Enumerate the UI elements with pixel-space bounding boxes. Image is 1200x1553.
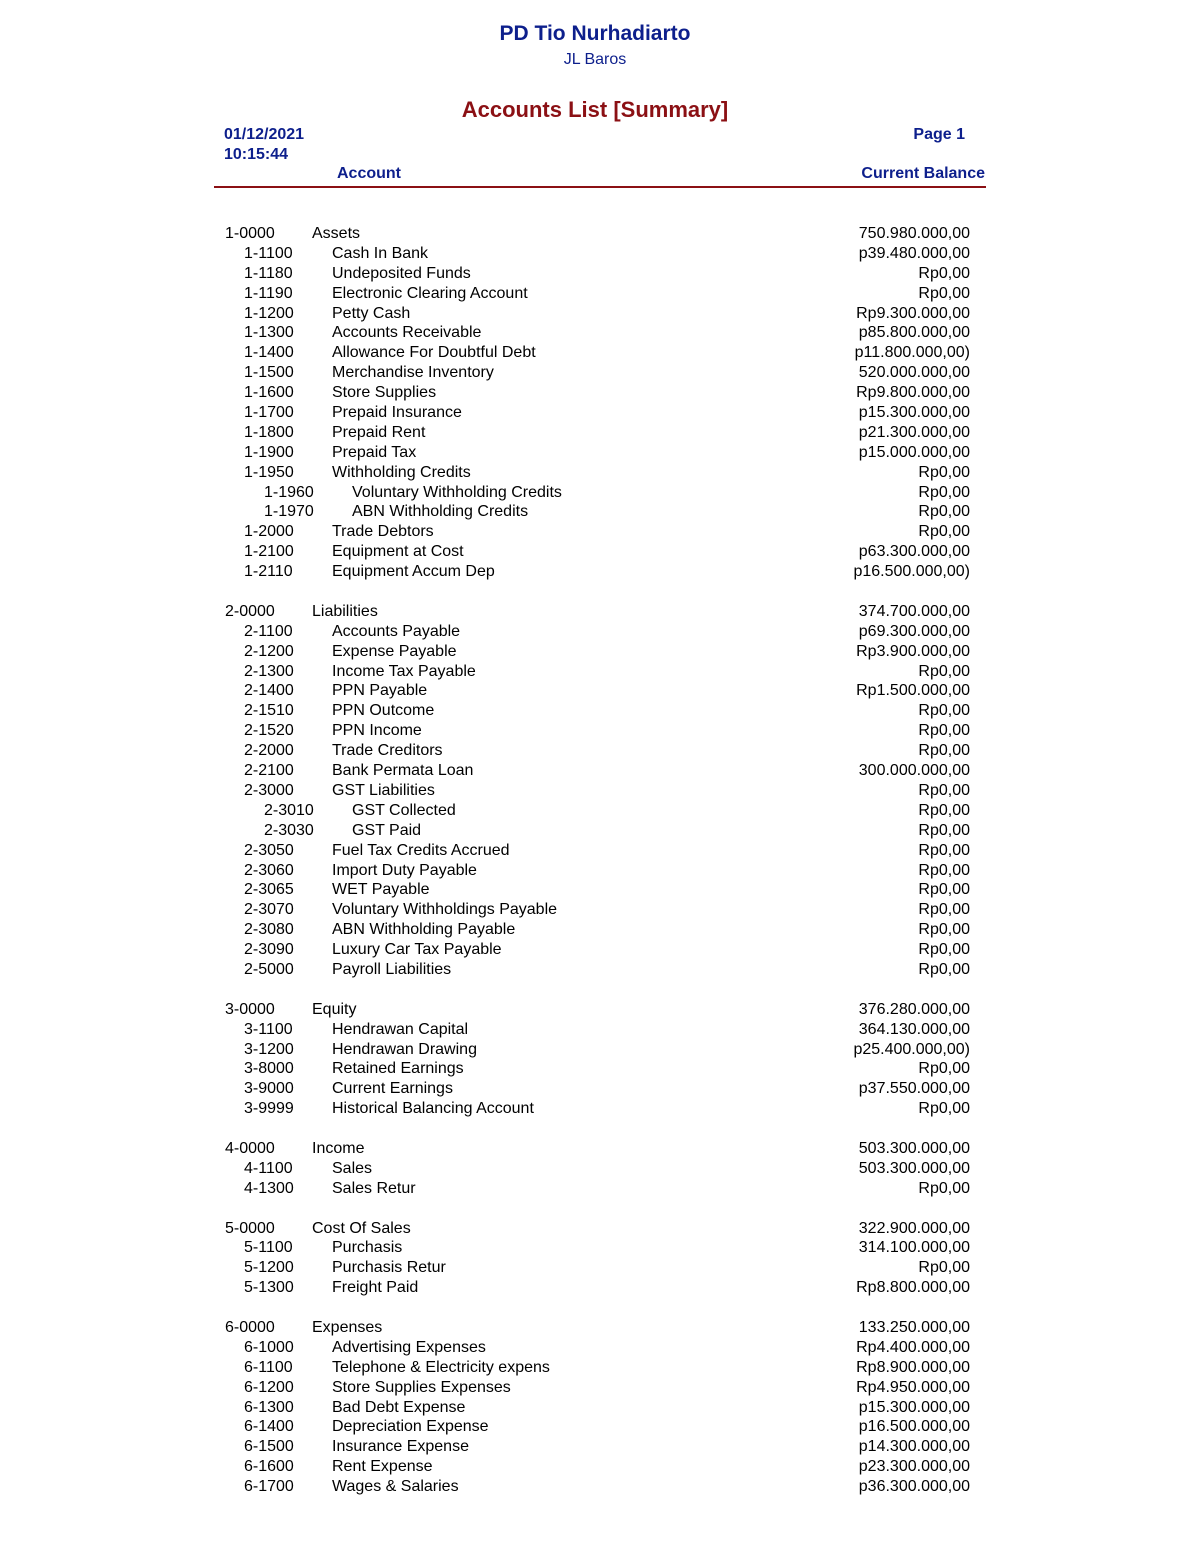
account-group-row	[0, 1000, 1200, 1020]
account-name: Cash In Bank	[332, 244, 429, 262]
account-balance: Rp9.800.000,00	[856, 384, 970, 402]
account-balance: Rp8.800.000,00	[856, 1279, 970, 1297]
account-row	[0, 383, 1200, 403]
account-code: 1-1970	[264, 503, 314, 521]
account-code: 2-3000	[244, 781, 294, 799]
account-balance: Rp1.500.000,00	[856, 682, 970, 700]
account-code: 4-0000	[225, 1139, 275, 1157]
account-row	[0, 681, 1200, 701]
account-row	[0, 940, 1200, 960]
account-balance: p14.300.000,00	[858, 1438, 970, 1456]
account-balance: p63.300.000,00	[858, 543, 970, 561]
account-name: Insurance Expense	[332, 1438, 469, 1456]
account-name: Assets	[312, 225, 361, 242]
account-name: Prepaid Tax	[332, 443, 417, 461]
account-code: 2-2100	[244, 762, 294, 780]
account-code: 6-1500	[244, 1438, 294, 1456]
account-row	[0, 1338, 1200, 1358]
account-balance: Rp0,00	[918, 523, 970, 541]
account-name: Prepaid Rent	[332, 423, 426, 441]
account-code: 4-1100	[244, 1159, 293, 1177]
account-name: Retained Earnings	[332, 1060, 464, 1078]
account-row	[0, 1099, 1200, 1119]
account-code: 2-5000	[244, 960, 294, 978]
account-code: 6-0000	[225, 1318, 275, 1336]
account-code: 6-1600	[244, 1458, 294, 1476]
account-group-row	[0, 1219, 1200, 1239]
account-name: Sales	[332, 1159, 373, 1177]
account-balance: p36.300.000,00	[858, 1478, 970, 1496]
account-balance: p37.550.000,00	[858, 1080, 970, 1098]
account-name: Merchandise Inventory	[332, 364, 494, 382]
account-code: 5-1300	[244, 1279, 294, 1297]
account-name: Expense Payable	[332, 642, 457, 660]
account-balance: p16.500.000,00)	[853, 563, 970, 581]
account-name: Accounts Payable	[332, 622, 461, 640]
account-name: Store Supplies	[332, 384, 437, 402]
account-row	[0, 801, 1200, 821]
account-code: 1-2000	[244, 523, 294, 541]
account-name: PPN Payable	[332, 682, 428, 700]
account-code: 3-9999	[244, 1100, 294, 1118]
account-group-row	[0, 1139, 1200, 1159]
account-code: 6-1100	[244, 1358, 293, 1376]
column-header-balance: Current Balance	[861, 165, 985, 182]
account-name: Purchasis Retur	[332, 1259, 446, 1277]
account-row	[0, 522, 1200, 542]
account-name: Freight Paid	[332, 1279, 419, 1297]
account-code: 2-1510	[244, 702, 294, 720]
account-row	[0, 920, 1200, 940]
report-date: 01/12/2021	[224, 126, 305, 143]
account-group-row	[0, 224, 1200, 244]
account-balance: p15.000.000,00	[858, 443, 970, 461]
account-code: 1-1700	[244, 404, 294, 422]
account-name: Rent Expense	[332, 1458, 433, 1476]
account-row	[0, 403, 1200, 423]
account-balance: 314.100.000,00	[858, 1239, 970, 1257]
account-name: GST Collected	[352, 801, 456, 819]
account-row	[0, 1457, 1200, 1477]
account-name: Bank Permata Loan	[332, 762, 474, 780]
account-name: Voluntary Withholdings Payable	[332, 901, 558, 919]
account-balance: Rp0,00	[918, 702, 970, 720]
account-balance: 300.000.000,00	[858, 762, 970, 780]
account-row	[0, 642, 1200, 662]
account-balance: 133.250.000,00	[858, 1318, 970, 1336]
account-name: Bad Debt Expense	[332, 1398, 466, 1416]
account-code: 5-0000	[225, 1219, 275, 1237]
account-balance: 503.300.000,00	[858, 1139, 970, 1157]
account-name: Accounts Receivable	[332, 324, 482, 342]
account-code: 1-1300	[244, 324, 294, 342]
account-balance: Rp0,00	[918, 921, 970, 939]
account-balance: 520.000.000,00	[858, 364, 970, 382]
account-name: Income Tax Payable	[332, 662, 476, 680]
account-code: 2-3065	[244, 881, 294, 899]
account-name: Expenses	[312, 1318, 383, 1336]
account-name: Wages & Salaries	[332, 1478, 459, 1496]
account-name: Equipment at Cost	[332, 543, 464, 561]
account-group-row	[0, 602, 1200, 622]
account-name: GST Liabilities	[332, 781, 435, 799]
account-name: Equity	[312, 1000, 357, 1018]
account-row	[0, 1258, 1200, 1278]
account-balance: Rp0,00	[918, 801, 970, 819]
account-name: Telephone & Electricity expens	[332, 1358, 550, 1376]
account-balance: Rp8.900.000,00	[856, 1358, 970, 1376]
account-row	[0, 284, 1200, 304]
account-code: 2-0000	[225, 602, 275, 620]
account-name: Import Duty Payable	[332, 861, 477, 879]
report-title: Accounts List [Summary]	[461, 97, 729, 122]
account-code: 1-1900	[244, 443, 294, 461]
account-balance: p15.300.000,00	[858, 1398, 970, 1416]
account-row	[0, 562, 1200, 582]
account-code: 1-1960	[264, 483, 314, 501]
account-name: Fuel Tax Credits Accrued	[332, 841, 510, 859]
account-name: Income	[312, 1139, 365, 1157]
account-balance: Rp4.400.000,00	[856, 1338, 970, 1356]
account-name: Sales Retur	[332, 1179, 416, 1197]
account-row	[0, 304, 1200, 324]
account-row	[0, 880, 1200, 900]
account-balance: 364.130.000,00	[858, 1020, 970, 1038]
account-code: 6-1300	[244, 1398, 294, 1416]
account-balance: p23.300.000,00	[858, 1458, 970, 1476]
account-balance: Rp0,00	[918, 960, 970, 978]
account-row	[0, 1159, 1200, 1179]
account-row	[0, 1059, 1200, 1079]
account-balance: p69.300.000,00	[858, 622, 970, 640]
account-code: 2-3050	[244, 841, 294, 859]
account-row	[0, 1079, 1200, 1099]
account-row	[0, 1179, 1200, 1199]
account-name: Luxury Car Tax Payable	[332, 941, 502, 959]
company-address: JL Baros	[563, 51, 627, 68]
account-row	[0, 1358, 1200, 1378]
account-row	[0, 542, 1200, 562]
account-name: Equipment Accum Dep	[332, 563, 495, 581]
account-name: Purchasis	[332, 1239, 403, 1257]
account-code: 1-1400	[244, 344, 294, 362]
account-row	[0, 483, 1200, 503]
account-balance: 374.700.000,00	[858, 602, 970, 620]
account-name: Liabilities	[312, 602, 378, 620]
account-balance: Rp0,00	[918, 821, 970, 839]
account-balance: 750.980.000,00	[858, 225, 970, 242]
account-balance: 376.280.000,00	[858, 1000, 970, 1018]
column-header-account: Account	[337, 165, 401, 182]
account-code: 3-1100	[244, 1020, 293, 1038]
account-code: 1-1180	[244, 264, 293, 282]
account-name: Trade Debtors	[332, 523, 434, 541]
account-code: 3-1200	[244, 1040, 294, 1058]
account-row	[0, 781, 1200, 801]
account-code: 6-1400	[244, 1418, 294, 1436]
account-name: ABN Withholding Payable	[332, 921, 516, 939]
account-code: 1-1950	[244, 463, 294, 481]
account-row	[0, 662, 1200, 682]
account-code: 1-1200	[244, 304, 294, 322]
account-code: 1-2110	[244, 563, 293, 581]
account-code: 2-3080	[244, 921, 294, 939]
account-balance: Rp0,00	[918, 1259, 970, 1277]
account-row	[0, 1398, 1200, 1418]
account-balance: Rp9.300.000,00	[856, 304, 970, 322]
account-name: Allowance For Doubtful Debt	[332, 344, 536, 362]
account-name: Store Supplies Expenses	[332, 1378, 511, 1396]
account-balance: Rp3.900.000,00	[856, 642, 970, 660]
account-code: 2-3060	[244, 861, 294, 879]
account-balance: 322.900.000,00	[858, 1219, 970, 1237]
account-code: 3-8000	[244, 1060, 294, 1078]
account-name: Hendrawan Capital	[332, 1020, 469, 1038]
account-row	[0, 821, 1200, 841]
account-row	[0, 443, 1200, 463]
account-row	[0, 1040, 1200, 1060]
header-rule	[214, 186, 986, 188]
page-number: Page 1	[913, 126, 965, 143]
account-code: 1-2100	[244, 543, 294, 561]
account-name: Hendrawan Drawing	[332, 1040, 477, 1058]
account-balance: Rp0,00	[918, 941, 970, 959]
report-time: 10:15:44	[224, 146, 289, 163]
account-balance: Rp0,00	[918, 781, 970, 799]
account-row	[0, 701, 1200, 721]
account-row	[0, 1417, 1200, 1437]
account-code: 1-1600	[244, 384, 294, 402]
account-code: 1-1800	[244, 423, 294, 441]
account-code: 2-2000	[244, 742, 294, 760]
account-balance: Rp0,00	[918, 1179, 970, 1197]
account-code: 5-1200	[244, 1259, 294, 1277]
account-name: Withholding Credits	[332, 463, 471, 481]
account-balance: Rp0,00	[918, 463, 970, 481]
account-code: 1-1100	[244, 244, 293, 262]
account-code: 2-3090	[244, 941, 294, 959]
account-code: 2-1400	[244, 682, 294, 700]
account-name: GST Paid	[352, 821, 422, 839]
account-balance: Rp0,00	[918, 722, 970, 740]
account-balance: 503.300.000,00	[858, 1159, 970, 1177]
account-balance: Rp0,00	[918, 483, 970, 501]
account-row	[0, 502, 1200, 522]
account-row	[0, 463, 1200, 483]
account-row	[0, 363, 1200, 383]
account-code: 1-1500	[244, 364, 294, 382]
account-name: PPN Income	[332, 722, 422, 740]
account-balance: Rp0,00	[918, 503, 970, 521]
account-name: Voluntary Withholding Credits	[352, 483, 562, 501]
account-row	[0, 323, 1200, 343]
account-row	[0, 861, 1200, 881]
account-balance: p16.500.000,00	[858, 1418, 970, 1436]
accounts-list	[0, 224, 1200, 1497]
account-row	[0, 900, 1200, 920]
account-row	[0, 264, 1200, 284]
account-row	[0, 1437, 1200, 1457]
account-row	[0, 1477, 1200, 1497]
account-code: 4-1300	[244, 1179, 294, 1197]
account-balance: p85.800.000,00	[858, 324, 970, 342]
account-code: 6-1000	[244, 1338, 294, 1356]
account-code: 6-1200	[244, 1378, 294, 1396]
account-name: WET Payable	[332, 881, 430, 899]
account-name: Petty Cash	[332, 304, 411, 322]
account-name: Payroll Liabilities	[332, 960, 452, 978]
account-code: 2-1520	[244, 722, 294, 740]
account-row	[0, 1378, 1200, 1398]
account-row	[0, 721, 1200, 741]
account-code: 2-1200	[244, 642, 294, 660]
account-name: ABN Withholding Credits	[352, 503, 529, 521]
account-row	[0, 423, 1200, 443]
account-code: 2-1100	[244, 622, 293, 640]
account-row	[0, 1238, 1200, 1258]
account-balance: Rp0,00	[918, 1060, 970, 1078]
account-row	[0, 741, 1200, 761]
account-row	[0, 960, 1200, 980]
account-balance: Rp0,00	[918, 841, 970, 859]
account-name: Prepaid Insurance	[332, 404, 462, 422]
account-code: 3-0000	[225, 1000, 275, 1018]
account-balance: p15.300.000,00	[858, 404, 970, 422]
account-name: Undeposited Funds	[332, 264, 471, 282]
account-balance: Rp0,00	[918, 881, 970, 899]
account-row	[0, 1278, 1200, 1298]
account-code: 3-9000	[244, 1080, 294, 1098]
account-balance: Rp0,00	[918, 901, 970, 919]
account-row	[0, 1020, 1200, 1040]
account-balance: Rp0,00	[918, 1100, 970, 1118]
account-balance: p25.400.000,00)	[853, 1040, 970, 1058]
account-balance: Rp4.950.000,00	[856, 1378, 970, 1396]
account-row	[0, 622, 1200, 642]
account-row	[0, 244, 1200, 264]
account-code: 1-1190	[244, 284, 293, 302]
account-code: 2-3010	[264, 801, 314, 819]
account-balance: Rp0,00	[918, 742, 970, 760]
account-code: 2-3070	[244, 901, 294, 919]
account-balance: p21.300.000,00	[858, 423, 970, 441]
account-balance: p11.800.000,00)	[854, 344, 970, 362]
account-row	[0, 343, 1200, 363]
account-code: 2-1300	[244, 662, 294, 680]
account-name: Advertising Expenses	[332, 1338, 486, 1356]
account-name: Trade Creditors	[332, 742, 443, 760]
account-balance: Rp0,00	[918, 662, 970, 680]
account-code: 5-1100	[244, 1239, 293, 1257]
account-code: 6-1700	[244, 1478, 294, 1496]
account-group-row	[0, 1318, 1200, 1338]
account-name: Electronic Clearing Account	[332, 284, 528, 302]
account-name: Cost Of Sales	[312, 1219, 411, 1237]
account-balance: Rp0,00	[918, 861, 970, 879]
account-name: PPN Outcome	[332, 702, 435, 720]
account-code: 2-3030	[264, 821, 314, 839]
account-name: Current Earnings	[332, 1080, 453, 1098]
account-name: Depreciation Expense	[332, 1418, 489, 1436]
company-name: PD Tio Nurhadiarto	[499, 22, 691, 45]
account-balance: p39.480.000,00	[858, 244, 970, 262]
account-name: Historical Balancing Account	[332, 1100, 534, 1118]
account-code: 1-0000	[225, 225, 275, 242]
account-row	[0, 761, 1200, 781]
account-balance: Rp0,00	[918, 264, 970, 282]
account-row	[0, 841, 1200, 861]
account-balance: Rp0,00	[918, 284, 970, 302]
